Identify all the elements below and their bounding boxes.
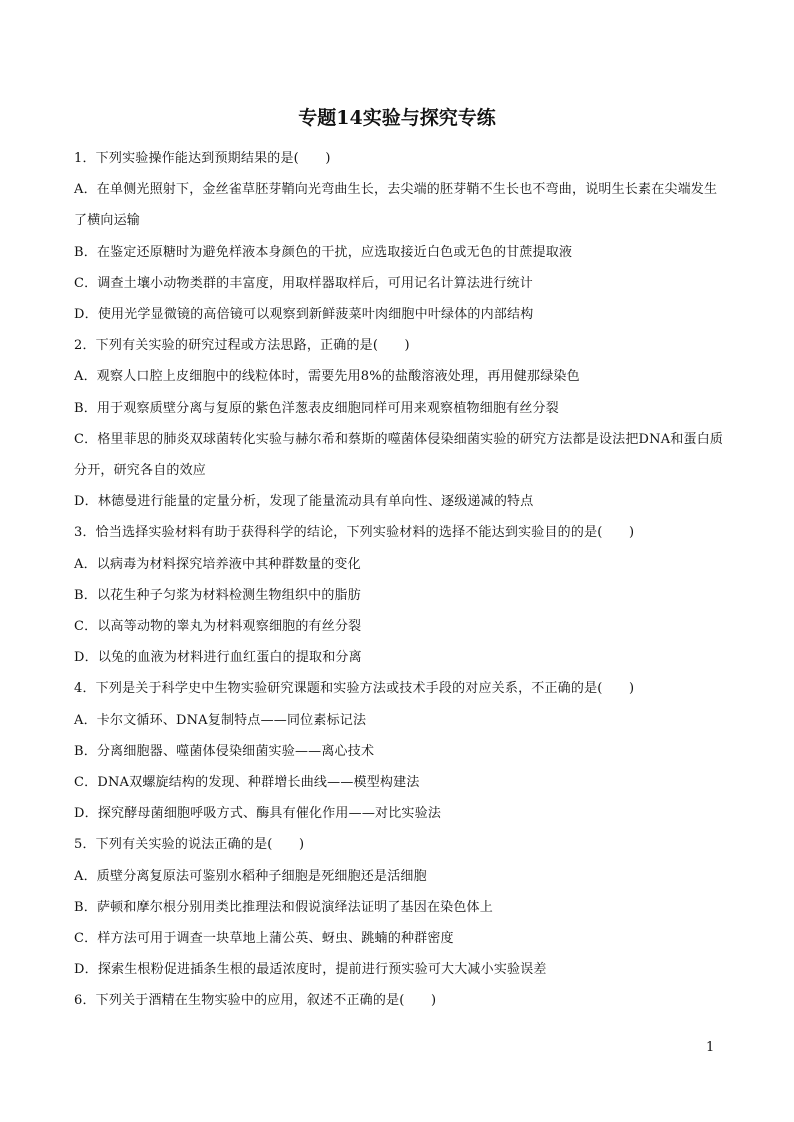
option-c: C．格里菲思的肺炎双球菌转化实验与赫尔希和蔡斯的噬菌体侵染细菌实验的研究方法都是设法把DNA和蛋白质分开，研究各自的效应 [74,431,724,479]
question-stem: 4．下列是关于科学史中生物实验研究课题和实验方法或技术手段的对应关系，不正确的是( ) [74,681,635,697]
question-3 [74,517,724,673]
option-c: C．以高等动物的睾丸为材料观察细胞的有丝分裂 [74,619,362,635]
question-5 [74,829,724,985]
option-d: D．探究酵母菌细胞呼吸方式、酶具有催化作用——对比实验法 [74,806,442,822]
option-b: B．在鉴定还原糖时为避免样液本身颜色的干扰，应选取接近白色或无色的甘蔗提取液 [74,244,573,260]
question-stem: 2．下列有关实验的研究过程或方法思路，正确的是( ) [74,338,410,354]
option-a: A．在单侧光照射下，金丝雀草胚芽鞘向光弯曲生长，去尖端的胚芽鞘不生长也不弯曲，说明生长素在尖端发生了横向运输 [74,182,718,229]
question-1 [74,143,724,330]
option-d: D．探索生根粉促进插条生根的最适浓度时，提前进行预实验可大大减小实验误差 [74,962,547,978]
question-stem: 5．下列有关实验的说法正确的是( ) [74,837,305,853]
option-b: B．萨顿和摩尔根分别用类比推理法和假说演绎法证明了基因在染色体上 [74,899,493,915]
option-a: A．质壁分离复原法可鉴别水稻种子细胞是死细胞还是活细胞 [74,868,427,884]
option-c: C．调查土壤小动物类群的丰富度，用取样器取样后，可用记名计算法进行统计 [74,275,533,291]
option-d: D．使用光学显微镜的高倍镜可以观察到新鲜菠菜叶肉细胞中叶绿体的内部结构 [74,307,534,323]
option-c: C．DNA双螺旋结构的发现、种群增长曲线——模型构建法 [74,775,420,791]
option-a: A．以病毒为材料探究培养液中其种群数量的变化 [74,556,361,572]
option-c: C．样方法可用于调查一块草地上蒲公英、蚜虫、跳蝻的种群密度 [74,931,454,947]
question-stem: 1．下列实验操作能达到预期结果的是( ) [74,151,331,166]
option-a: A．卡尔文循环、DNA复制特点——同位素标记法 [74,712,367,728]
question-stem: 6．下列关于酒精在生物实验中的应用，叙述不正确的是( ) [74,993,437,1009]
question-list [74,143,724,1017]
option-b: B．以花生种子匀浆为材料检测生物组织中的脂肪 [74,587,361,603]
question-4 [74,673,724,829]
page-number: 1 [706,1040,715,1055]
question-stem: 3．恰当选择实验材料有助于获得科学的结论，下列实验材料的选择不能达到实验目的的是( ) [74,525,635,541]
option-d: D．林德曼进行能量的定量分析，发现了能量流动具有单向性、逐级递减的特点 [74,494,534,510]
option-b: B．用于观察质壁分离与复原的紫色洋葱表皮细胞同样可用来观察植物细胞有丝分裂 [74,400,559,416]
option-a: A．观察人口腔上皮细胞中的线粒体时，需要先用8%的盐酸溶液处理，再用健那绿染色 [74,369,580,385]
question-2 [74,330,724,517]
option-b: B．分离细胞器、噬菌体侵染细菌实验——离心技术 [74,743,375,759]
option-d: D．以兔的血液为材料进行血红蛋白的提取和分离 [74,650,362,666]
document-title: 专题14实验与探究专练 [298,107,496,129]
question-6 [74,985,724,1016]
